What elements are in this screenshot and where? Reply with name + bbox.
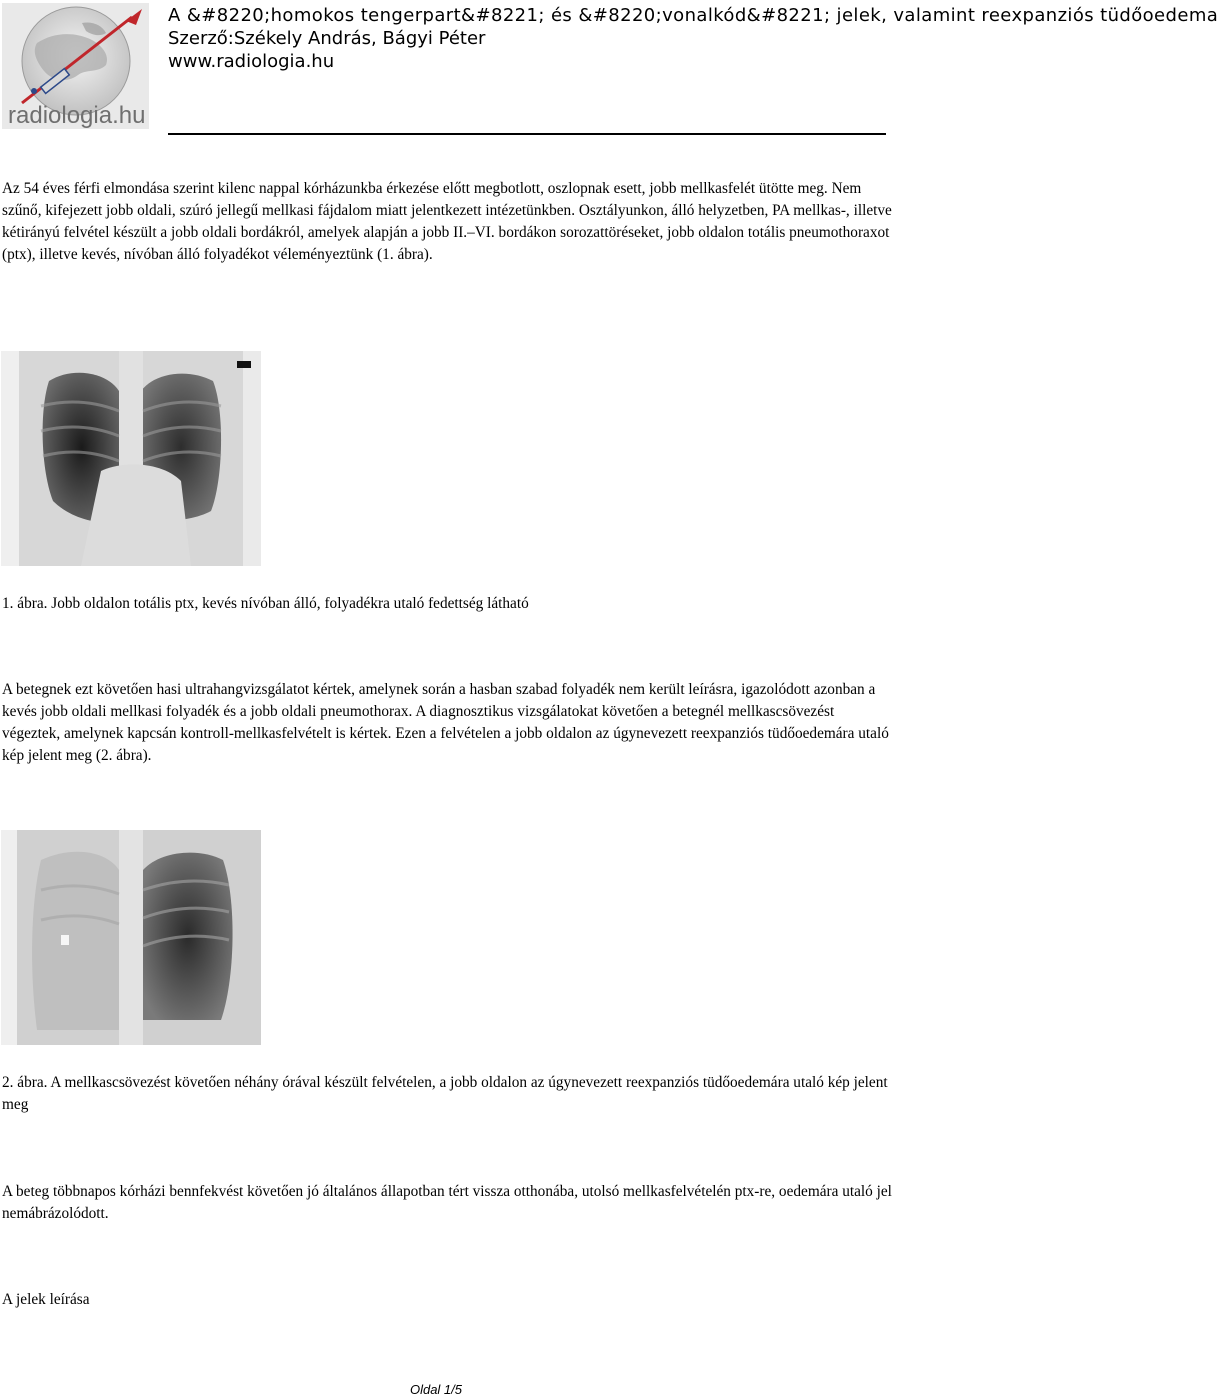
case-paragraph-1: Az 54 éves férfi elmondása szerint kilenc nappal kórházunkba érkezése előtt megbotlott, oszlopnak esett, jobb mellkasfelét ütötte meg. Nem szűnő, kifejezett jobb oldali, szúró jellegű mellkasi fájdalom miatt jelentkezett intézetünkben. Osztályunkon, álló helyzetben, PA mellkas-, illetve kétirányú felvétel készült a jobb oldali bordákról, amelyek alapján a jobb II.–VI. bordákon sorozattöréseket, jobb oldalon totális pneumothoraxot (ptx), illetve kevés, nívóban álló folyadékot véleményeztünk (1. ábra). xyxy=(2,180,892,263)
page-number: Oldal 1/5 xyxy=(409,1382,463,1397)
logo-wordmark: radiologia.hu xyxy=(8,102,146,129)
figure-2-chest-xray xyxy=(1,830,261,1045)
case-paragraph-2: A betegnek ezt követően hasi ultrahangvizsgálatot kértek, amelynek során a hasban szabad folyadék nem került leírásra, igazolódott azonban a kevés jobb oldali mellkasi folyadék és a jobb oldali pneumothorax. A diagnosztikus vizsgálatokat követően a betegnél mellkascsövezést végeztek, amelynek kapcsán kontroll-mellkasfelvételt is kértek. Ezen a felvételen a jobb oldalon az úgynevezett reexpanziós tüdőoedemára utaló kép jelent meg (2. ábra). xyxy=(2,681,889,764)
radiologia-logo xyxy=(2,3,149,129)
figure-1-caption: 1. ábra. Jobb oldalon totális ptx, kevés nívóban álló, folyadékra utaló fedettség látható xyxy=(2,595,529,612)
document-authors: Szerző:Székely András, Bágyi Péter xyxy=(168,28,486,49)
header-divider xyxy=(168,133,886,135)
document-header xyxy=(168,4,1218,73)
figure-2-caption: 2. ábra. A mellkascsövezést követően néhány órával készült felvételen, a jobb oldalon az úgynevezett reexpanziós tüdőoedemára utaló kép jelent meg xyxy=(2,1074,888,1113)
section-heading: A jelek leírása xyxy=(2,1291,90,1308)
figure-1-chest-xray xyxy=(1,351,261,566)
case-paragraph-3: A beteg többnapos kórházi bennfekvést követően jó általános állapotban tért vissza otthonába, utolsó mellkasfelvételén ptx-re, oedemára utaló jel nemábrázolódott. xyxy=(2,1183,892,1222)
document-title: A &#8220;homokos tengerpart&#8221; és &#8220;vonalkód&#8221; jelek, valamint reexpanziós tüdőoedema xyxy=(168,5,1218,26)
source-url[interactable]: www.radiologia.hu xyxy=(168,51,335,72)
